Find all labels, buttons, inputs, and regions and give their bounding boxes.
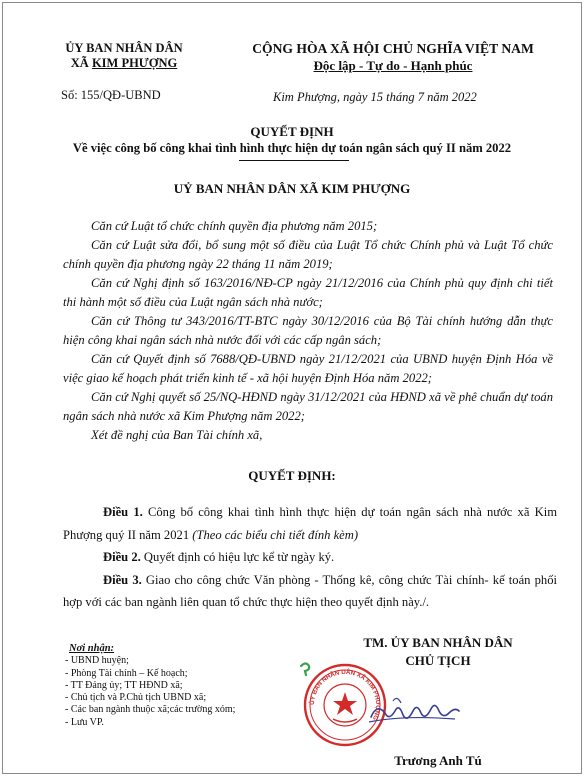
article-label: Điều 2. [103,550,141,564]
article-text: Quyết định có hiệu lực kể từ ngày ký. [140,550,335,564]
signature-title: TM. ỦY BAN NHÂN DÂN [363,635,513,650]
articles [63,501,557,614]
recipients-heading: Nơi nhận: [69,643,115,654]
agency-commune-name: KIM PHƯỢNG [91,56,178,70]
recipient-item: - Chủ tịch và P.Chủ tịch UBND xã; [65,692,207,704]
place-date: Kim Phượng, ngày 15 tháng 7 năm 2022 [273,90,477,104]
article-3 [63,569,557,614]
basis-item: Căn cứ Quyết định số 7688/QĐ-UBND ngày 21/12/2021 của UBND huyện Định Hóa về việc giao kế hoạch phát triển kinh tế - xã hội huyện Định Hóa năm 2022; [63,352,553,385]
recipient-item: - Lưu VP. [65,716,104,728]
basis-item: Xét đề nghị của Ban Tài chính xã, [91,428,263,442]
legal-basis [63,217,553,445]
recipient-item: - UBND huyện; [65,655,129,667]
basis-item: Căn cứ Thông tư 343/2016/TT-BTC ngày 30/12/2016 của Bộ Tài chính hướng dẫn thực hiện công khai ngân sách nhà nước đối với các cấp ngân sách; [63,314,553,347]
article-label: Điều 3. [103,572,142,587]
recipient-item: - TT Đảng ủy; TT HĐND xã; [65,679,183,691]
document-page [2,2,582,774]
document-number: Số: 155/QĐ-UBND [61,88,161,102]
agency-commune [50,56,198,71]
agency-commune-prefix: XÃ [70,56,92,70]
recipient-item: - Phòng Tài chính – Kế hoạch; [65,667,188,679]
approval-check-icon [297,660,317,680]
recipient-item: - Các ban ngành thuộc xã;các trường xóm; [65,704,236,716]
signature-position: CHỦ TỊCH [405,653,471,668]
document-title: QUYẾT ĐỊNH [250,124,334,139]
handwritten-signature [363,689,463,731]
article-1 [63,501,557,546]
article-text: Giao cho công chức Văn phòng - Thống kê, công chức Tài chính- kế toán phối hợp với các ban ngành liên quan tổ chức thực hiện theo quyết định này./. [63,572,557,609]
document-subject: Về việc công bố công khai tình hình thực hiện dự toán ngân sách quý II năm 2022 [72,141,512,155]
national-motto: Độc lập - Tự do - Hạnh phúc [313,58,473,73]
basis-item: Căn cứ Luật tổ chức chính quyền địa phương năm 2015; [91,219,378,233]
subject-underline [239,160,349,161]
decision-heading: QUYẾT ĐỊNH: [248,468,336,483]
agency-name: ỦY BAN NHÂN DÂN [65,41,183,55]
basis-item: Căn cứ Luật sửa đổi, bổ sung một số điều của Luật Tổ chức Chính phủ và Luật Tổ chức chính quyền địa phương ngày 22 tháng 11 năm 2019; [63,238,553,271]
article-note: (Theo các biểu chi tiết đính kèm) [192,527,359,542]
article-label: Điều 1. [103,505,143,519]
signer-name: Trương Anh Tú [394,753,482,768]
basis-item: Căn cứ Nghị quyết số 25/NQ-HĐND ngày 31/12/2021 của HĐND xã về phê chuẩn dự toán ngân sách nhà nước xã Kim Phượng năm 2022; [63,390,553,423]
seal-star-icon [333,692,357,715]
article-text: Công bố công khai tình hình thực hiện dự toán ngân sách nhà nước xã Kim Phượng quý II năm 2021 [63,505,558,542]
article-2 [63,546,557,569]
seal-text: ỦY BAN NHÂN DÂN XÃ KIM PHƯỢNG [308,668,382,722]
recipients [65,643,235,729]
nation-title: CỘNG HÒA XÃ HỘI CHỦ NGHĨA VIỆT NAM [252,41,534,56]
issuing-authority: UỶ BAN NHÂN DÂN XÃ KIM PHƯỢNG [173,181,411,196]
basis-item: Căn cứ Nghị định số 163/2016/NĐ-CP ngày 21/12/2016 của Chính phủ quy định chi tiết thi hành một số điều của Luật ngân sách nhà nước; [63,276,553,309]
